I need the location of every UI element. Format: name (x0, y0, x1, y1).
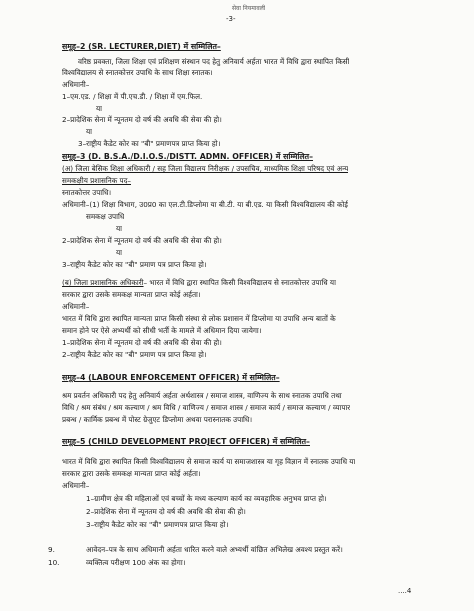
group2-line-6: 2–प्रादेशिक सेना में न्यूनतम दो वर्ष की अवधि की सेवा की हो। (62, 115, 222, 124)
group3-a-line-3: समकक्ष उपाधि (86, 212, 125, 221)
group3-b-line-5: 1–प्रादेशिक सेना में न्यूनतम दो वर्ष की अवधि की सेवा की हो। (62, 338, 222, 347)
group3-sub-a: (अ) जिला बेसिक शिक्षा अधिकारी / सह जिला विद्यालय निरीक्षक / उपसचिव, माध्यमिक शिक्षा परिषद एवं अन्य (62, 164, 349, 173)
group3-sub-a2: समकक्षीय प्रशासनिक पद– (62, 176, 131, 185)
group5-preference-label: अधिमानी– (62, 481, 90, 490)
group4-line-2: विधि / श्रम संबंध / श्रम कल्याण / श्रम विधि / वाणिज्य / समाज शास्त्र / समाज कार्य / समाज कल्याण / व्यापार (62, 403, 351, 412)
group3-b-line-4: समान होने पर ऐसे अभ्यर्थी को सीधी भर्ती के मामले में अधिमान दिया जायेगा। (62, 326, 262, 335)
group3-b-line-6: 2–राष्ट्रीय कैडेट कोर का "बी" प्रमाण पत्र प्राप्त किया हो। (62, 350, 207, 359)
group5-line-2: सरकार द्वारा उसके समकक्ष मान्यता प्राप्त कोई अर्हता। (62, 469, 201, 478)
group2-line-4: 1–एम.एड. / शिक्षा में पी.एच.डी. / शिक्षा में एम.फिल. (62, 92, 203, 101)
group3-sub-b-rest: – भारत में विधि द्वारा स्थापित किसी विश्वविद्यालय से स्नातकोत्तर उपाधि या (143, 278, 336, 287)
group2-line-8: 3–राष्ट्रीय कैडेट कोर का "बी" प्रमाणपत्र प्राप्त किया हो। (78, 139, 221, 148)
faint-note: सेवा नियमावली (232, 5, 266, 12)
group5-line-4: 1–ग्रामीण क्षेत्र की महिलाओं एवं बच्चों के मध्य कल्याण कार्य का व्यवहारिक अनुभव प्राप्त हो। (86, 494, 327, 503)
group2-preference-label: अधिमानी– (62, 80, 90, 89)
group3-b-line-2: अधिमानी– (62, 302, 90, 311)
item-9-number: 9. (48, 545, 55, 554)
group3-b-line-1: सरकार द्वारा उसके समकक्ष मान्यता प्राप्त कोई अर्हता। (62, 290, 201, 299)
group4-heading: समूह–4 (LABOUR ENFORCEMENT OFFICER) में सम्मिलित– (62, 373, 280, 382)
group4-line-3: प्रबन्ध / कार्मिक प्रबन्ध में पोस्ट ग्रेजुएट डिप्लोमा अथवा परास्नातक उपाधि। (62, 415, 253, 424)
group3-b-line-3: भारत में विधि द्वारा स्थापित मान्यता प्राप्त किसी संस्था से लोक प्रशासन में डिप्लोमा या उपाधि अन्य बातों के (62, 314, 336, 323)
item-10-number: 10. (48, 558, 60, 567)
group3-sub-b-label: (ब) जिला प्रशासनिक अधिकारी (62, 278, 144, 287)
group3-sub-b (62, 278, 336, 288)
page-continuation: ....4 (398, 587, 412, 595)
group5-line-1: भारत में विधि द्वारा स्थापित किसी विश्वविद्यालय से समाज कार्य या समाजशास्त्र या गृह विज्ञान में स्नातक उपाधि या (62, 457, 356, 466)
group3-a-or-1: या (116, 224, 123, 233)
group5-heading: समूह–5 (CHILD DEVELOPMENT PROJECT OFFICER) में सम्मिलित– (62, 437, 310, 446)
group2-or-1: या (96, 104, 103, 113)
group2-line-2: विश्वविद्यालय से स्नातकोत्तर उपाधि के साथ शिक्षा स्नातक। (62, 68, 213, 77)
group2-line-1: वरिष्ठ प्रवक्ता, जिला शिक्षा एवं प्रशिक्षण संस्थान पद हेतु अनिवार्य अर्हता भारत में विधि द्वारा स्थापित किसी (78, 57, 350, 66)
group4-line-1: श्रम प्रवर्तन अधिकारी पद हेतु अनिवार्य अर्हता अर्थशास्त्र / समाज शास्त्र, वाणिज्य के साथ स्नातक उपाधि तथा (62, 391, 342, 400)
group3-a-line-2: अधिमानी–(1) शिक्षा विभाग, उ0प्र0 का एल.टी.डिप्लोमा या बी.टी. या बी.एड. या किसी विश्वविद्यालय की कोई (62, 200, 348, 209)
group5-line-6: 3–राष्ट्रीय कैडेट कोर का "बी" प्रमाणपत्र प्राप्त किया हो। (86, 520, 229, 529)
group2-or-2: या (86, 127, 93, 136)
page-number-top: -3- (226, 15, 236, 23)
group3-a-line-5: 2–प्रादेशिक सेना में न्यूनतम दो वर्ष की अवधि की सेवा की हो। (62, 236, 222, 245)
item-10-text: व्यक्तित्व परीक्षण 100 अंक का होगा। (86, 558, 186, 567)
group3-a-line-7: 3–राष्ट्रीय कैडेट कोर का "बी" प्रमाण पत्र प्राप्त किया हो। (62, 260, 207, 269)
group2-heading: समूह–2 (SR. LECTURER,DIET) में सम्मिलित– (62, 42, 221, 51)
group5-line-5: 2–प्रादेशिक सेना में न्यूनतम दो वर्ष की अवधि की सेवा की हो। (86, 507, 246, 516)
item-9-text: आवेदन–पत्र के साथ अधिमानी अर्हता धारित करने वाले अभ्यर्थी वांछित अभिलेख अवश्य प्रस्तुत करें। (86, 545, 343, 554)
group3-heading: समूह–3 (D. B.S.A./D.I.O.S./DISTT. ADMN. OFFICER) में सम्मिलित– (62, 152, 314, 161)
group3-a-or-2: या (116, 248, 123, 257)
group3-a-line-1: स्नातकोत्तर उपाधि। (62, 188, 112, 197)
